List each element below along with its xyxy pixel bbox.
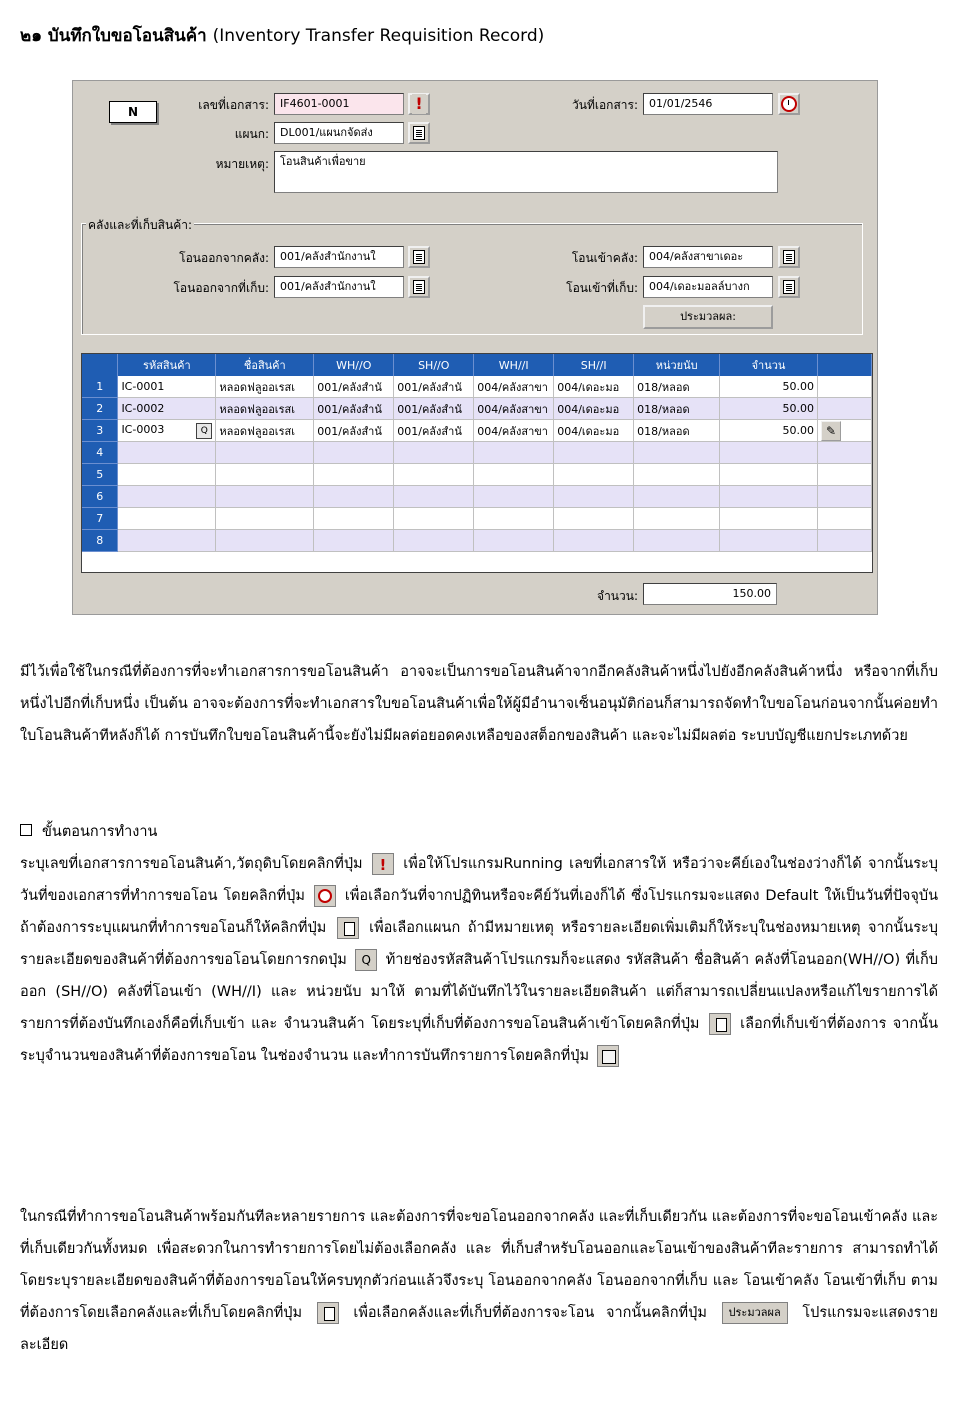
cell-code[interactable]: IC-0001 bbox=[118, 376, 216, 398]
cell-empty bbox=[817, 464, 871, 486]
edit-pencil-icon[interactable]: ✎ bbox=[821, 421, 841, 441]
wh-in-label: โอนเข้าคลัง: bbox=[571, 251, 638, 265]
cell-empty[interactable] bbox=[216, 486, 314, 508]
row-number: 2 bbox=[82, 398, 118, 420]
cell-empty[interactable] bbox=[634, 508, 720, 530]
cell-qty[interactable]: 50.00 bbox=[720, 376, 818, 398]
title-english: (Inventory Transfer Requisition Record) bbox=[212, 26, 545, 46]
cell-empty[interactable] bbox=[474, 464, 554, 486]
total-label: จำนวน: bbox=[597, 589, 638, 603]
remark-field[interactable]: โอนสินค้าเพื่อขาย bbox=[274, 151, 778, 193]
cell-sh-out[interactable]: 001/คลังสำนั bbox=[394, 376, 474, 398]
steps-title: ขั้นตอนการทำงาน bbox=[42, 824, 158, 840]
cell-code[interactable]: IC-0002 bbox=[118, 398, 216, 420]
cell-empty[interactable] bbox=[634, 530, 720, 552]
document-icon bbox=[783, 250, 795, 264]
page-title bbox=[20, 22, 544, 49]
cell-wh-in[interactable]: 004/คลังสาขา bbox=[474, 398, 554, 420]
col-header-wh-in[interactable]: WH//I bbox=[474, 354, 554, 376]
cell-wh-in[interactable]: 004/คลังสาขา bbox=[474, 420, 554, 442]
title-mark: ๒๑ bbox=[20, 26, 42, 46]
row-number: 7 bbox=[82, 508, 118, 530]
cell-empty[interactable] bbox=[474, 486, 554, 508]
cell-empty[interactable] bbox=[394, 486, 474, 508]
sh-out-lookup-button[interactable] bbox=[408, 276, 430, 298]
cell-sh-out[interactable]: 001/คลังสำนั bbox=[394, 420, 474, 442]
cell-empty[interactable] bbox=[216, 508, 314, 530]
steps-text-c: เพื่อเลือกวันที่จากปฏิทินหรือจะคีย์วันที่เองก็ได้ ซึ่งโปรแกรมจะแสดง Default ให้เป็นวันที่ปัจจุบัน ถ้าต้องการระบุแผนกที่ทำการขอโอนก็ให้คลิกที่ปุ่ม bbox=[20, 888, 939, 936]
remark-label: หมายเหตุ: bbox=[215, 157, 269, 171]
grid-header-corner bbox=[82, 354, 118, 376]
cell-empty[interactable] bbox=[634, 442, 720, 464]
cell-empty[interactable] bbox=[314, 442, 394, 464]
table-row[interactable] bbox=[82, 464, 872, 486]
cell-empty[interactable] bbox=[118, 442, 216, 464]
cell-empty[interactable] bbox=[118, 508, 216, 530]
cell-wh-out[interactable]: 001/คลังสำนั bbox=[314, 376, 394, 398]
col-header-code[interactable]: รหัสสินค้า bbox=[118, 354, 216, 376]
document-icon bbox=[783, 280, 795, 294]
cell-empty[interactable] bbox=[474, 530, 554, 552]
cell-empty[interactable] bbox=[474, 442, 554, 464]
cell-empty bbox=[817, 486, 871, 508]
col-header-name[interactable]: ชื่อสินค้า bbox=[216, 354, 314, 376]
table-row[interactable] bbox=[82, 420, 872, 442]
cell-empty[interactable] bbox=[554, 464, 634, 486]
document-icon bbox=[709, 1013, 731, 1035]
table-row[interactable] bbox=[82, 442, 872, 464]
wh-in-field[interactable]: 004/คลังสาขาเดอะ bbox=[643, 246, 773, 268]
table-row[interactable] bbox=[82, 376, 872, 398]
batch-text-b: เพื่อเลือกคลังและที่เก็บที่ต้องการจะโอน จากนั้นคลิกที่ปุ่ม bbox=[353, 1305, 707, 1321]
cell-empty[interactable] bbox=[554, 508, 634, 530]
title-thai: บันทึกใบขอโอนสินค้า bbox=[47, 26, 207, 46]
col-header-sh-in[interactable]: SH//I bbox=[554, 354, 634, 376]
cell-empty bbox=[817, 508, 871, 530]
steps-text-f: เลือกที่เก็บเข้าที่ต้องการ จากนั้นระบุจำนวนของสินค้าที่ต้องการขอโอน ในช่องจำนวน และทำการบันทึกรายการโดยคลิกที่ปุ่ม bbox=[20, 1016, 938, 1064]
cell-empty[interactable] bbox=[118, 530, 216, 552]
table-row[interactable] bbox=[82, 398, 872, 420]
row-number: 6 bbox=[82, 486, 118, 508]
clock-icon bbox=[781, 96, 797, 112]
steps-text-d: เพื่อเลือกแผนก ถ้ามีหมายเหตุ หรือรายละเอียดเพิ่มเติมก็ให้ระบุในช่องหมายเหตุ จากนั้นระบุรายละเอียดของสินค้าที่ต้องการขอโอนโดยการกดปุ่ม bbox=[20, 920, 939, 968]
calendar-button[interactable] bbox=[778, 93, 800, 115]
cell-action bbox=[817, 420, 871, 442]
document-icon bbox=[317, 1302, 339, 1324]
col-header-wh-out[interactable]: WH//O bbox=[314, 354, 394, 376]
table-row[interactable] bbox=[82, 508, 872, 530]
cell-unit[interactable]: 018/หลอด bbox=[634, 398, 720, 420]
items-grid bbox=[81, 353, 873, 573]
batch-text-c: โปรแกรมจะแสดงรายละเอียด bbox=[20, 1305, 938, 1353]
exclamation-icon: ! bbox=[372, 853, 394, 875]
save-disk-icon bbox=[597, 1045, 619, 1067]
cell-sh-in[interactable]: 004/เดอะมอ bbox=[554, 420, 634, 442]
cell-code[interactable] bbox=[118, 420, 216, 442]
cell-empty[interactable] bbox=[554, 486, 634, 508]
steps-text-a: ระบุเลขที่เอกสารการขอโอนสินค้า,วัตถุดิบโดยคลิกที่ปุ่ม bbox=[20, 856, 363, 872]
cell-empty[interactable] bbox=[314, 464, 394, 486]
sh-in-label: โอนเข้าที่เก็บ: bbox=[566, 281, 638, 295]
cell-wh-out[interactable]: 001/คลังสำนั bbox=[314, 398, 394, 420]
sh-out-field[interactable]: 001/คลังสำนักงานใ bbox=[274, 276, 404, 298]
col-header-action bbox=[817, 354, 871, 376]
running-number-button[interactable] bbox=[408, 93, 430, 115]
cell-empty[interactable] bbox=[314, 530, 394, 552]
cell-name[interactable]: หลอดฟลูออเรสเ bbox=[216, 398, 314, 420]
sh-in-field[interactable]: 004/เดอะมอลล์บางก bbox=[643, 276, 773, 298]
steps-heading bbox=[20, 816, 938, 848]
cell-empty[interactable] bbox=[216, 530, 314, 552]
col-header-unit[interactable]: หน่วยนับ bbox=[634, 354, 720, 376]
batch-text-a: ในกรณีที่ทำการขอโอนสินค้าพร้อมกันทีละหลายรายการ และต้องการที่จะขอโอนออกจากคลัง และที่เก็บเดียวกัน และต้องการที่จะขอโอนเข้าคลัง และที่เก็บเดียวกันทั้งหมด เพื่อสะดวกในการทำรายการโดยไม่ต้องเลือกคลัง และ ที่เก็บสำหรับโอนออกและโอนเข้าของสินค้าทีละรายการ สามารถทำได้โดยระบุรายละเอียดของสินค้าที่ต้องการขอโอนให้ครบทุกตัวก่อนแล้วจึงระบุ โอนออกจากคลัง โอนออกจากที่เก็บ และ โอนเข้าคลัง โอนเข้าที่เก็บ ตามที่ต้องการโดยเลือกคลังและที่เก็บโดยคลิกที่ปุ่ม bbox=[20, 1209, 938, 1321]
cell-empty[interactable] bbox=[394, 442, 474, 464]
cell-wh-out[interactable]: 001/คลังสำนั bbox=[314, 420, 394, 442]
sh-in-lookup-button[interactable] bbox=[778, 276, 800, 298]
wh-out-label: โอนออกจากคลัง: bbox=[179, 251, 269, 265]
cell-empty[interactable] bbox=[394, 530, 474, 552]
mode-indicator: N bbox=[109, 101, 157, 123]
transfer-requisition-form bbox=[72, 80, 878, 615]
checkbox-bullet-icon bbox=[20, 824, 32, 836]
cell-sh-out[interactable]: 001/คลังสำนั bbox=[394, 398, 474, 420]
cell-empty[interactable] bbox=[554, 530, 634, 552]
steps-paragraph bbox=[20, 848, 938, 1072]
wh-out-field[interactable]: 001/คลังสำนักงานใ bbox=[274, 246, 404, 268]
cell-empty[interactable] bbox=[554, 442, 634, 464]
cell-empty[interactable] bbox=[216, 442, 314, 464]
cell-empty bbox=[817, 530, 871, 552]
magnifier-icon: Q bbox=[355, 949, 377, 971]
cell-empty[interactable] bbox=[394, 508, 474, 530]
cell-action bbox=[817, 376, 871, 398]
batch-paragraph bbox=[20, 1201, 938, 1361]
cell-name[interactable]: หลอดฟลูออเรสเ bbox=[216, 420, 314, 442]
process-button[interactable]: ประมวลผล: bbox=[643, 305, 773, 329]
row-number: 1 bbox=[82, 376, 118, 398]
exclamation-icon: ! bbox=[412, 94, 426, 114]
document-icon bbox=[413, 250, 425, 264]
col-header-qty[interactable]: จำนวน bbox=[720, 354, 818, 376]
sh-out-label: โอนออกจากที่เก็บ: bbox=[173, 281, 269, 295]
cell-empty[interactable] bbox=[474, 508, 554, 530]
cell-empty[interactable] bbox=[720, 486, 818, 508]
cell-empty[interactable] bbox=[720, 508, 818, 530]
row-number: 8 bbox=[82, 530, 118, 552]
wh-out-lookup-button[interactable] bbox=[408, 246, 430, 268]
steps-text-b: เพื่อให้โปรแกรมRunning เลขที่เอกสารให้ หรือว่าจะคีย์เองในช่องว่างก็ได้ จากนั้นระบุวันที่ของเอกสารที่ทำการขอโอน โดยคลิกที่ปุ่ม bbox=[20, 856, 939, 904]
process-button-image: ประมวลผล bbox=[722, 1302, 788, 1324]
clock-icon bbox=[314, 885, 336, 907]
dept-label: แผนก: bbox=[234, 127, 269, 141]
cell-empty[interactable] bbox=[118, 486, 216, 508]
cell-sh-in[interactable]: 004/เดอะมอ bbox=[554, 376, 634, 398]
cell-sh-in[interactable]: 004/เดอะมอ bbox=[554, 398, 634, 420]
product-search-icon[interactable]: Q bbox=[196, 423, 212, 439]
row-number: 5 bbox=[82, 464, 118, 486]
cell-code-text: IC-0003 bbox=[121, 422, 165, 436]
document-icon bbox=[413, 280, 425, 294]
cell-unit[interactable]: 018/หลอด bbox=[634, 420, 720, 442]
grid-header-row bbox=[82, 354, 872, 376]
cell-empty[interactable] bbox=[314, 486, 394, 508]
intro-paragraph: มีไว้เพื่อใช้ในกรณีที่ต้องการที่จะทำเอกสารการขอโอนสินค้า อาจจะเป็นการขอโอนสินค้าจากอีกคลังสินค้าหนึ่งไปยังอีกคลังสินค้าหนึ่ง หรือจากที่เก็บหนึ่งไปอีกที่เก็บหนึ่ง เป็นต้น อาจจะต้องการที่จะทำเอกสารใบขอโอนสินค้าเพื่อให้ผู้มีอำนาจเซ็นอนุมัติก่อนก็สามารถจัดทำใบขอโอนก่อนจากนั้นค่อยทำใบโอนสินค้าทีหลังก็ได้ การบันทึกใบขอโอนสินค้านี้จะยังไม่มีผลต่อยอดคงเหลือของสต็อกของสินค้า และจะไม่มีผลต่อ ระบบบัญชีแยกประเภทด้วย bbox=[20, 664, 938, 744]
doc-date-field[interactable]: 01/01/2546 bbox=[643, 93, 773, 115]
cell-empty[interactable] bbox=[720, 464, 818, 486]
col-header-sh-out[interactable]: SH//O bbox=[394, 354, 474, 376]
steps-text-e: ท้ายช่องรหัสสินค้าโปรแกรมก็จะแสดง รหัสสินค้า ชื่อสินค้า คลังที่โอนออก(WH//O) ที่เก็บออก (SH//O) คลังที่โอนเข้า (WH//I) และ หน่วยนับ มาให้ ตามที่ได้บันทึกไว้ในรายละเอียดสินค้า แต่ก็สามารถเปลี่ยนแปลงหรือแก้ไขรายการได้ รายการที่ต้องบันทึกเองก็คือที่เก็บเข้า และ จำนวนสินค้า โดยระบุที่เก็บที่ต้องการขอโอนสินค้าเข้าโดยคลิกที่ปุ่ม bbox=[20, 952, 939, 1032]
cell-wh-in[interactable]: 004/คลังสาขา bbox=[474, 376, 554, 398]
cell-empty[interactable] bbox=[394, 464, 474, 486]
cell-empty[interactable] bbox=[634, 464, 720, 486]
dept-field[interactable]: DL001/แผนกจัดส่ง bbox=[274, 122, 404, 144]
row-number: 4 bbox=[82, 442, 118, 464]
cell-empty[interactable] bbox=[216, 464, 314, 486]
warehouse-group-title: คลังและที่เก็บสินค้า: bbox=[86, 216, 194, 235]
cell-empty[interactable] bbox=[634, 486, 720, 508]
total-field: 150.00 bbox=[643, 583, 777, 605]
document-icon bbox=[337, 917, 359, 939]
row-number: 3 bbox=[82, 420, 118, 442]
cell-qty[interactable]: 50.00 bbox=[720, 420, 818, 442]
table-row[interactable] bbox=[82, 530, 872, 552]
cell-name[interactable]: หลอดฟลูออเรสเ bbox=[216, 376, 314, 398]
cell-empty[interactable] bbox=[720, 442, 818, 464]
cell-empty[interactable] bbox=[118, 464, 216, 486]
doc-date-label: วันที่เอกสาร: bbox=[572, 98, 638, 112]
cell-empty[interactable] bbox=[314, 508, 394, 530]
cell-action bbox=[817, 398, 871, 420]
cell-empty[interactable] bbox=[720, 530, 818, 552]
wh-in-lookup-button[interactable] bbox=[778, 246, 800, 268]
document-icon bbox=[413, 126, 425, 140]
cell-empty bbox=[817, 442, 871, 464]
dept-lookup-button[interactable] bbox=[408, 122, 430, 144]
cell-qty[interactable]: 50.00 bbox=[720, 398, 818, 420]
cell-unit[interactable]: 018/หลอด bbox=[634, 376, 720, 398]
doc-no-label: เลขที่เอกสาร: bbox=[198, 98, 269, 112]
table-row[interactable] bbox=[82, 486, 872, 508]
doc-no-field[interactable]: IF4601-0001 bbox=[274, 93, 404, 115]
